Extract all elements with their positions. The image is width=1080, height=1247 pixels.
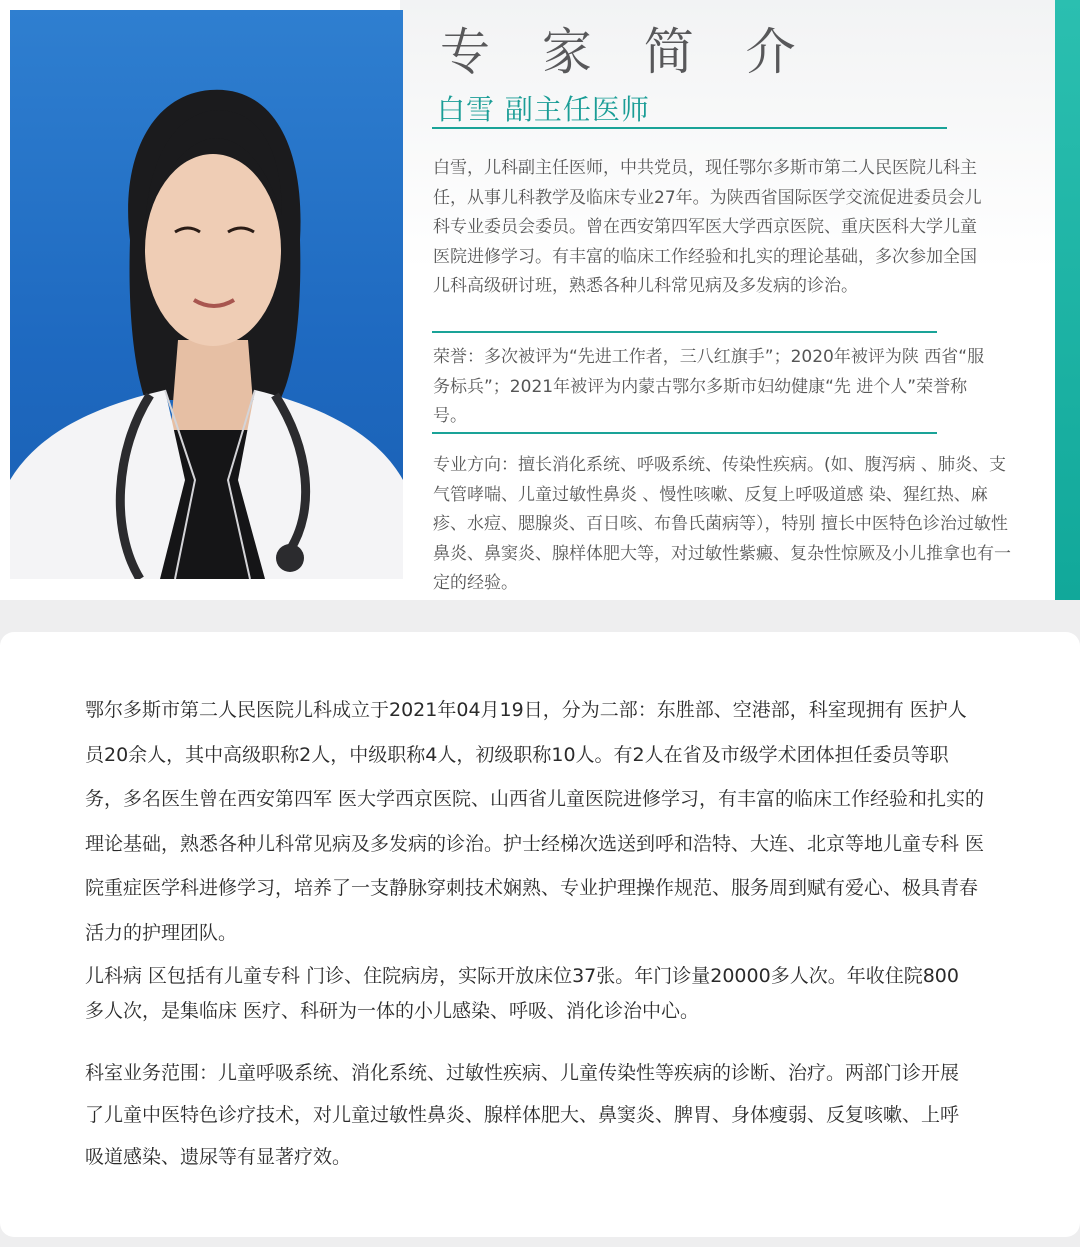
divider [432,127,947,129]
accent-bar [1055,0,1080,600]
department-info-card [0,632,1080,1237]
page-title: 专 家 简 介 [440,23,814,81]
doctor-honors-text: 荣誉：多次被评为“先进工作者，三八红旗手”；2020年被评为陕 西省“服务标兵”；2021年被评为内蒙古鄂尔多斯市妇幼健康“先 进个人”荣誉称号。 [433,347,985,426]
department-paragraph-1: 鄂尔多斯市第二人民医院儿科成立于2021年04月19日，分为二部：东胜部、空港部，科室现拥有 医护人员20余人，其中高级职称2人，中级职称4人，初级职称10人。有2人在省及市级学术团体担任委员等职务，多名医生曾在西安第四军 医大学西京医院、山西省儿童医院进修学习，有丰富的临床工作经验和扎实的理论基础，熟悉各种儿科常见病及多发病的诊治。护士经梯次选送到呼和浩特、大连、北京等地儿童专科 医院重症医学科进修学习，培养了一支静脉穿刺技术娴熟、专业护理操作规范、服务周到赋有爱心、极具青春活力的护理团队。 [85,699,985,944]
doctor-intro-text: 白雪，儿科副主任医师，中共党员，现任鄂尔多斯市第二人民医院儿科主任，从事儿科教学及临床专业27年。为陕西省国际医学交流促进委员会儿科专业委员会委员。曾在西安第四军医大学西京医院、重庆医科大学儿童医院进修学习。有丰富的临床工作经验和扎实的理论基础，多次参加全国儿科高级研讨班，熟悉各种儿科常见病及多发病的诊治。 [433,158,982,296]
department-paragraph-3: 科室业务范围：儿童呼吸系统、消化系统、过敏性疾病、儿童传染性等疾病的诊断、治疗。两部门诊开展了儿童中医特色诊疗技术，对儿童过敏性鼻炎、腺样体肥大、鼻窦炎、脾胃、身体瘦弱、反复咳嗽、上呼吸道感染、遗尿等有显著疗效。 [85,1062,960,1168]
divider [432,331,937,333]
department-paragraph-2: 儿科病 区包括有儿童专科 门诊、住院病房，实际开放床位37张。年门诊量20000多人次。年收住院800多人次，是集临床 医疗、科研为一体的小儿感染、呼吸、消化诊治中心。 [85,965,959,1022]
doctor-name-title: 白雪 副主任医师 [437,93,650,126]
divider [432,432,937,434]
doctor-specialty-text: 专业方向：擅长消化系统、呼吸系统、传染性疾病。(如、腹泻病 、肺炎、支气管哮喘、儿童过敏性鼻炎 、慢性咳嗽、反复上呼吸道感 染、猩红热、麻疹、水痘、腮腺炎、百日咳、布鲁氏菌病等），特别 擅长中医特色诊治过敏性鼻炎、鼻窦炎、腺样体肥大等，对过敏性紫癜、复杂性惊厥及小儿推拿也有一定的经验。 [433,455,1011,593]
expert-profile-card [0,0,1065,600]
doctor-photo [10,10,403,579]
doctor-portrait-illustration [10,10,403,579]
